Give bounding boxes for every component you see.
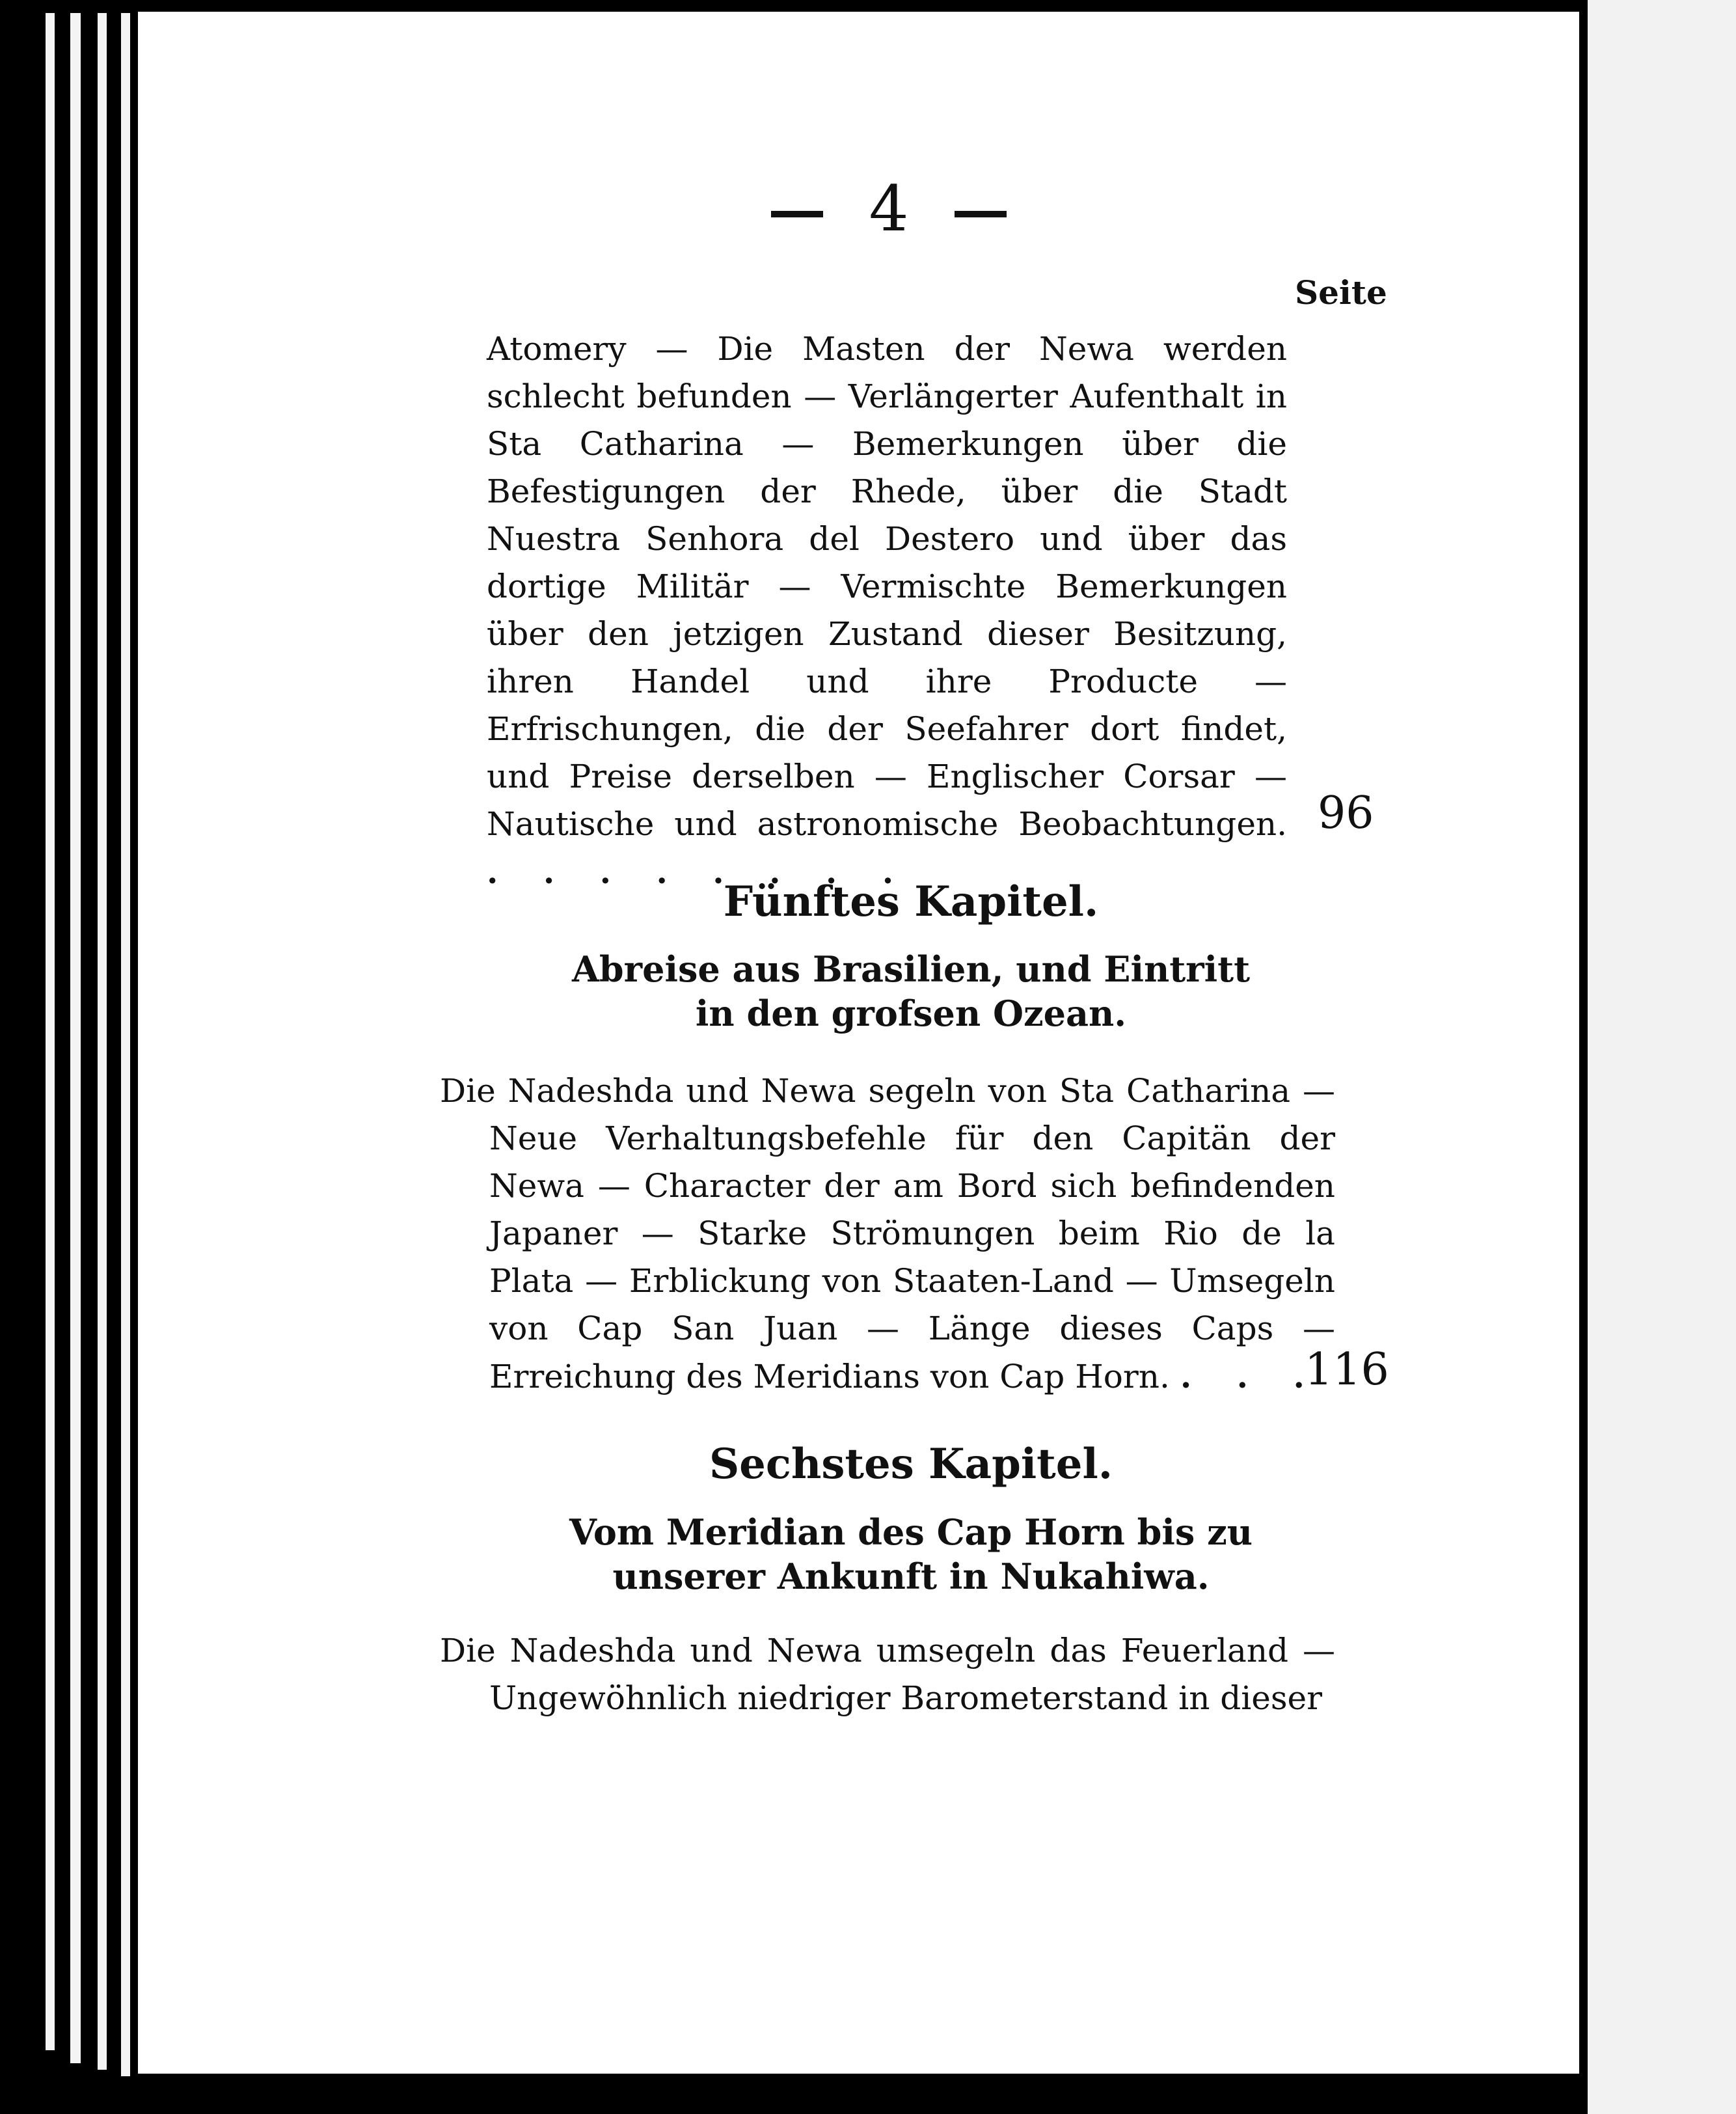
chapter-6-subtitle-line2: unserer Ankunft in Nukahiwa. (612, 1556, 1210, 1597)
section-continued-text: Atomery — Die Masten der Newa werden schlecht befunden — Verlängerter Aufenthalt in Sta Catharina — Bemerkungen über die Befestigungen der Rhede, über die Stadt Nuestra Senhora del Destero und über das dortige Militär — Vermischte Bemerkungen über den jetzigen Zustand dieser Besitzung, ihren Handel und ihre Producte — Erfrischungen, die der Seefahrer dort findet, und Preise derselben — Englischer Corsar — Nautische und astronomische Beobachtungen. . . . . . . . . (487, 330, 1287, 891)
page-number: 4 (869, 172, 909, 245)
chapter-6-heading: Sechstes Kapitel. (709, 1440, 1113, 1489)
page-ref-96: 96 (1318, 788, 1374, 839)
page-edge-4 (121, 13, 130, 2076)
page-edge-1 (46, 13, 55, 2050)
page-ref-116: 116 (1305, 1344, 1389, 1395)
dot-leaders: . . . . . . . . (487, 853, 911, 891)
chapter-5-heading: Fünftes Kapitel. (723, 877, 1099, 926)
dot-leaders-2: . . . (1180, 1357, 1322, 1395)
chapter-6-subtitle-line1: Vom Meridian des Cap Horn bis zu (569, 1511, 1253, 1553)
header-dash-right (955, 211, 1007, 217)
header-dash-left (771, 211, 823, 217)
book-page (138, 12, 1579, 2074)
chapter-5-subtitle-line1: Abreise aus Brasilien, und Eintritt (571, 948, 1251, 990)
chapter-5-subtitle-line2: in den grofsen Ozean. (695, 993, 1127, 1034)
adjacent-page (1588, 0, 1736, 2114)
chapter-6-summary: Die Nadeshda und Newa umsegeln das Feuerland — Ungewöhnlich niedriger Barometerstand in dieser (440, 1632, 1335, 1717)
page-header (745, 172, 1033, 245)
seite-label: Seite (1295, 273, 1387, 312)
page-edge-3 (98, 13, 107, 2070)
chapter-5-summary: Die Nadeshda und Newa segeln von Sta Catharina — Neue Verhaltungsbefehle für den Capitän der Newa — Character der am Bord sich befindenden Japaner — Starke Strömungen beim Rio de la Plata — Erblickung von Staaten-Land — Umsegeln von Cap San Juan — Länge dieses Caps — Erreichung des Meridians von Cap Horn. . . . (440, 1072, 1335, 1395)
page-edge-2 (70, 13, 81, 2063)
chapter-5-subtitle (481, 947, 1340, 1036)
chapter-6-subtitle (481, 1510, 1340, 1599)
